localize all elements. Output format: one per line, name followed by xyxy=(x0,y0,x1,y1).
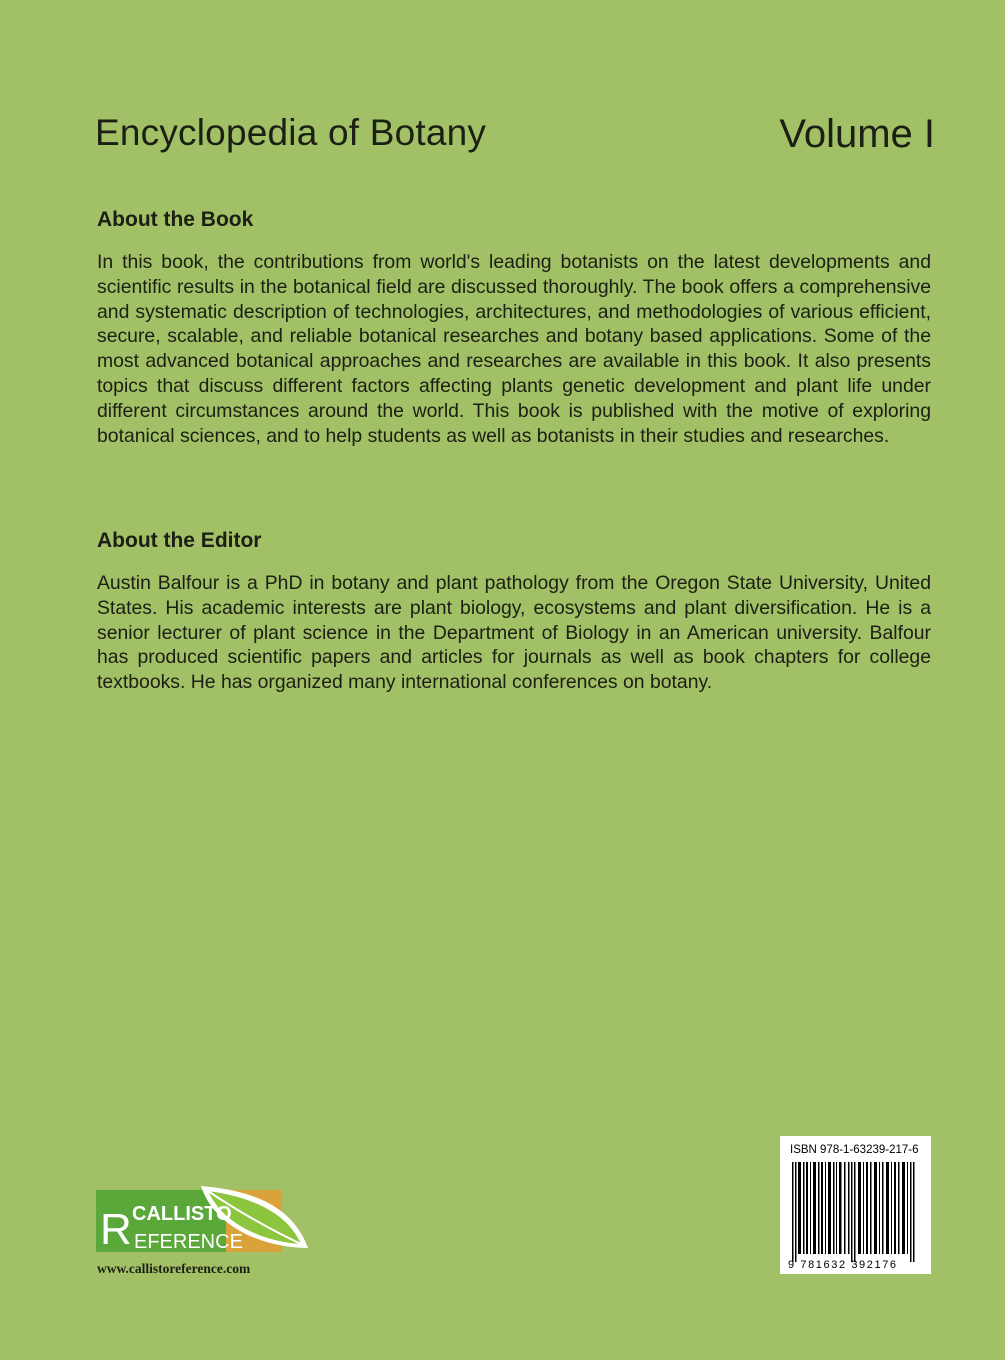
about-book-text: In this book, the contributions from world's leading botanists on the latest developments and scientific results in the botanical field are discussed thoroughly. The book offers a comprehensive and systematic description of technologies, architectures, and methodologies of various efficient, secure, scalable, and reliable botanical researches and botany based applications. Some of the most advanced botanical approaches and researches are available in this book. It also presents topics that discuss different factors affecting plants genetic development and plant life under different circumstances around the world. This book is published with the motive of exploring botanical sciences, and to help students as well as botanists in their studies and researches. xyxy=(97,251,931,447)
about-book-section xyxy=(97,206,931,448)
about-editor-section xyxy=(97,527,931,695)
svg-text:CALLISTO: CALLISTO xyxy=(132,1203,232,1225)
svg-text:R: R xyxy=(100,1205,132,1252)
about-editor-text: Austin Balfour is a PhD in botany and plant pathology from the Oregon State University, United States. His academic interests are plant biology, ecosystems and plant diversification. He is a senior lecturer of plant science in the Department of Biology in an American university. Balfour has produced scientific papers and articles for journals as well as book chapters for college textbooks. He has organized many international conferences on botany. xyxy=(97,572,931,694)
isbn-label: ISBN 978-1-63239-217-6 xyxy=(790,1144,919,1156)
isbn-barcode-box xyxy=(780,1136,931,1274)
svg-text:EFERENCE: EFERENCE xyxy=(134,1231,243,1252)
about-editor-heading: About the Editor xyxy=(97,529,262,552)
book-title: Encyclopedia of Botany xyxy=(95,112,487,153)
about-book-heading: About the Book xyxy=(97,208,254,231)
publisher-url: www.callistoreference.com xyxy=(97,1261,251,1276)
barcode-digits: 9 781632 392176 xyxy=(788,1259,898,1271)
volume-label: Volume I xyxy=(779,112,935,156)
barcode-bars xyxy=(788,1162,923,1272)
publisher-logo xyxy=(96,1182,311,1252)
